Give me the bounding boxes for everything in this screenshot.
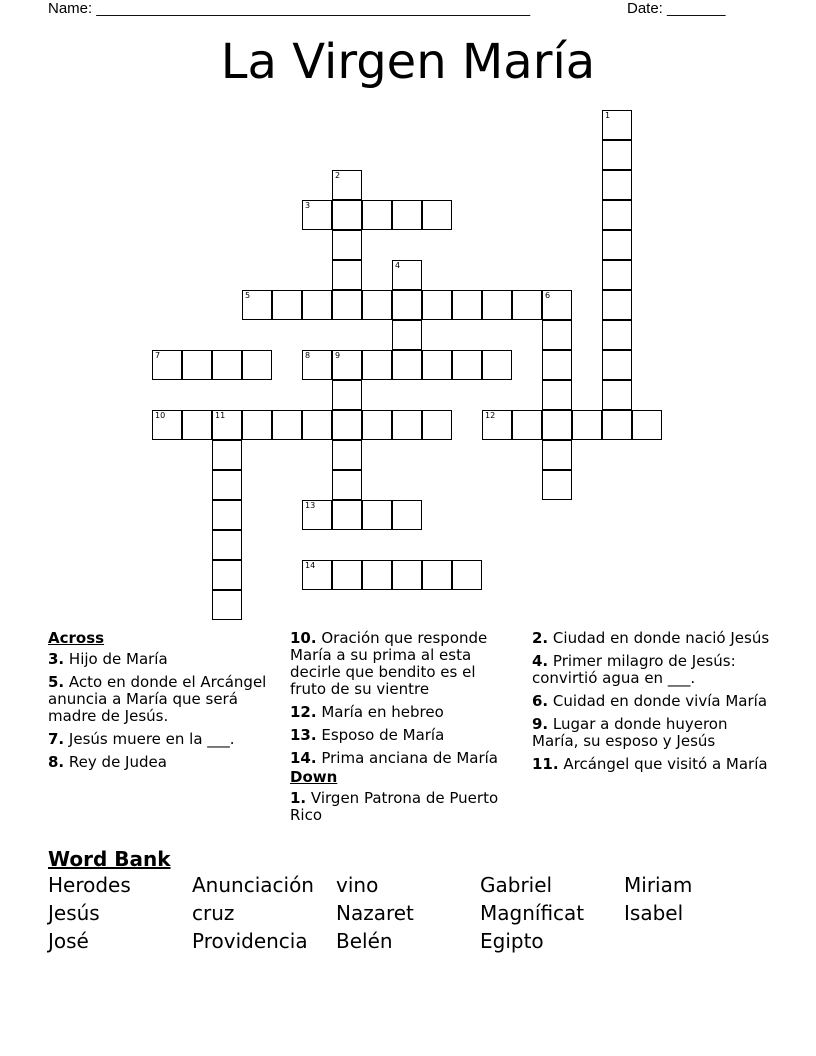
crossword-cell[interactable] [332,230,362,260]
clue-number: 1 [605,111,611,120]
crossword-cell[interactable] [182,350,212,380]
crossword-cell[interactable] [332,470,362,500]
crossword-cell[interactable] [602,320,632,350]
crossword-cell[interactable] [212,470,242,500]
clue-across-5: 5. Acto en donde el Arcángel anuncia a María que será madre de Jesús. [48,673,267,725]
clue-across-13: 13. Esposo de María [290,726,445,744]
crossword-cell[interactable] [422,410,452,440]
crossword-cell[interactable] [302,290,332,320]
crossword-cell[interactable] [452,290,482,320]
crossword-cell[interactable] [362,200,392,230]
crossword-cell[interactable] [542,410,572,440]
clue-number: 10 [155,411,166,420]
crossword-cell[interactable] [242,410,272,440]
word-bank-item: Belén [336,929,393,953]
crossword-cell[interactable] [542,380,572,410]
down-heading: Down [290,768,338,786]
crossword-cell[interactable] [542,440,572,470]
crossword-cell[interactable] [152,410,182,440]
name-field-label: Name: ____________________________________________________ [48,0,531,17]
crossword-cell[interactable] [542,320,572,350]
crossword-cell[interactable] [362,350,392,380]
crossword-cell[interactable] [542,470,572,500]
crossword-cell[interactable] [482,410,512,440]
clue-number: 5 [245,291,251,300]
clue-number: 8 [305,351,311,360]
clue-number: 12 [485,411,496,420]
crossword-cell[interactable] [602,230,632,260]
crossword-cell[interactable] [302,200,332,230]
crossword-cell[interactable] [392,410,422,440]
crossword-cell[interactable] [422,560,452,590]
crossword-cell[interactable] [272,290,302,320]
crossword-cell[interactable] [452,560,482,590]
crossword-cell[interactable] [302,410,332,440]
crossword-cell[interactable] [632,410,662,440]
clue-across-10: 10. Oración que responde María a su prima al esta decirle que bendito es el fruto de su vientre [290,629,488,698]
word-bank-item: Magníficat [480,901,585,925]
crossword-cell[interactable] [542,350,572,380]
crossword-cell[interactable] [602,110,632,140]
crossword-cell[interactable] [332,170,362,200]
clue-number: 11 [215,411,226,420]
word-bank-item: Egipto [480,929,544,953]
clue-down-4: 4. Primer milagro de Jesús: convirtió agua en ___. [532,652,736,687]
crossword-cell[interactable] [362,410,392,440]
clue-across-7: 7. Jesús muere en la ___. [48,730,235,748]
crossword-cell[interactable] [482,350,512,380]
crossword-cell[interactable] [422,290,452,320]
crossword-cell[interactable] [332,410,362,440]
crossword-cell[interactable] [182,410,212,440]
crossword-cell[interactable] [332,380,362,410]
clues-column-2 [290,630,515,830]
crossword-cell[interactable] [512,290,542,320]
word-bank-item: Herodes [48,873,131,897]
crossword-cell[interactable] [602,170,632,200]
word-bank-item: Gabriel [480,873,553,897]
clue-across-14: 14. Prima anciana de María [290,749,498,767]
word-bank-item: Miriam [624,873,693,897]
crossword-cell[interactable] [362,290,392,320]
clue-number: 14 [305,561,316,570]
crossword-cell[interactable] [272,410,302,440]
crossword-cell[interactable] [212,590,242,620]
crossword-cell[interactable] [332,200,362,230]
crossword-cell[interactable] [422,350,452,380]
date-field-label: Date: _______ [627,0,726,17]
crossword-cell[interactable] [392,320,422,350]
crossword-cell[interactable] [602,410,632,440]
clue-number: 2 [335,171,341,180]
word-bank-item: Anunciación [192,873,314,897]
crossword-cell[interactable] [602,140,632,170]
clue-down-11: 11. Arcángel que visitó a María [532,755,768,773]
clue-number: 9 [335,351,341,360]
clue-number: 6 [545,291,551,300]
crossword-cell[interactable] [392,560,422,590]
crossword-cell[interactable] [542,290,572,320]
crossword-cell[interactable] [332,440,362,470]
crossword-cell[interactable] [392,260,422,290]
crossword-cell[interactable] [302,500,332,530]
crossword-cell[interactable] [212,530,242,560]
crossword-cell[interactable] [392,500,422,530]
crossword-cell[interactable] [392,200,422,230]
crossword-cell[interactable] [302,350,332,380]
clue-down-6: 6. Cuidad en donde vivía María [532,692,768,710]
crossword-cell[interactable] [332,260,362,290]
crossword-cell[interactable] [212,440,242,470]
crossword-cell[interactable] [332,350,362,380]
clue-number: 13 [305,501,316,510]
across-heading: Across [48,629,105,647]
clue-number: 3 [305,201,311,210]
clue-number: 4 [395,261,401,270]
crossword-cell[interactable] [332,290,362,320]
crossword-cell[interactable] [242,290,272,320]
word-bank-item: José [48,929,89,953]
crossword-cell[interactable] [392,350,422,380]
crossword-cell[interactable] [392,290,422,320]
clue-number: 7 [155,351,161,360]
crossword-cell[interactable] [452,350,482,380]
crossword-cell[interactable] [332,500,362,530]
crossword-cell[interactable] [242,350,272,380]
crossword-cell[interactable] [602,350,632,380]
crossword-cell[interactable] [362,500,392,530]
crossword-cell[interactable] [602,260,632,290]
crossword-cell[interactable] [212,500,242,530]
crossword-cell[interactable] [332,560,362,590]
clues-column-1 [48,630,273,777]
clue-across-8: 8. Rey de Judea [48,753,167,771]
crossword-cell[interactable] [212,350,242,380]
clue-down-9: 9. Lugar a donde huyeron María, su esposo y Jesús [532,715,728,750]
crossword-cell[interactable] [212,410,242,440]
word-bank-title: Word Bank [48,847,171,871]
crossword-cell[interactable] [602,380,632,410]
crossword-cell[interactable] [212,560,242,590]
crossword-cell[interactable] [302,560,332,590]
crossword-cell[interactable] [152,350,182,380]
crossword-cell[interactable] [602,200,632,230]
clue-down-1: 1. Virgen Patrona de Puerto Rico [290,789,499,824]
page-title: La Virgen María [220,34,596,90]
crossword-cell[interactable] [572,410,602,440]
word-bank-item: cruz [192,901,235,925]
clues-column-3 [532,630,772,779]
crossword-cell[interactable] [422,200,452,230]
word-bank-item: Nazaret [336,901,414,925]
word-bank-item: Providencia [192,929,308,953]
crossword-cell[interactable] [482,290,512,320]
crossword-cell[interactable] [602,290,632,320]
word-bank-item: Isabel [624,901,684,925]
word-bank-item: vino [336,873,379,897]
clue-down-2: 2. Ciudad en donde nació Jesús [532,629,770,647]
word-bank-item: Jesús [48,901,100,925]
clue-across-12: 12. María en hebreo [290,703,444,721]
crossword-cell[interactable] [362,560,392,590]
crossword-cell[interactable] [512,410,542,440]
clue-across-3: 3. Hijo de María [48,650,168,668]
